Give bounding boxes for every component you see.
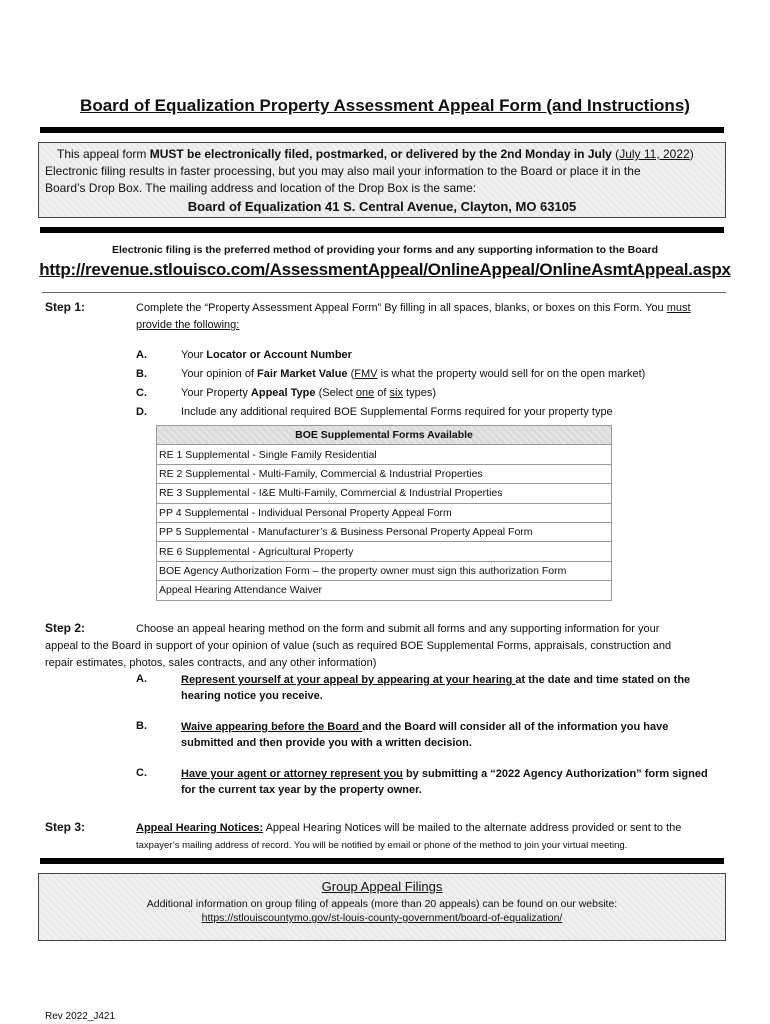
- step1-text-b: provide the following:: [136, 319, 240, 331]
- step2-label: Step 2:: [45, 621, 86, 635]
- table-header: BOE Supplemental Forms Available: [157, 426, 612, 445]
- title-divider: [40, 127, 724, 133]
- notice-date: July 11, 2022: [619, 147, 690, 161]
- item-c-text: Your Property Appeal Type (Select one of six types): [181, 387, 436, 399]
- item-a-letter: A.: [136, 349, 147, 361]
- step3-line-2: taxpayer’s mailing address of record. You will be notified by email or phone of the method to join your virtual meeting.: [136, 840, 628, 851]
- hearing-attendance-waiver: Appeal Hearing Attendance Waiver: [157, 581, 612, 600]
- step3-heading: Appeal Hearing Notices:: [136, 822, 264, 834]
- step1-text-a: Complete the “Property Assessment Appeal Form” By filling in all spaces, blanks, or boxes on this Form. You: [136, 302, 667, 314]
- option-c-text: Have your agent or attorney represent you by submitting a “2022 Agency Authorization” form signed for the current tax year by the property owner.: [181, 768, 708, 796]
- revision-label: Rev 2022_J421: [45, 1011, 116, 1022]
- option-b-letter: B.: [136, 720, 147, 732]
- step1-must: must: [666, 302, 691, 314]
- item-b-text: Your opinion of Fair Market Value (FMV is what the property would sell for on the open market): [181, 368, 646, 380]
- option-c-letter: C.: [136, 767, 147, 779]
- table-row: [157, 464, 612, 483]
- table-row: [157, 542, 612, 561]
- step3-divider: [40, 858, 724, 864]
- notice-line-3: Board’s Drop Box. The mailing address and location of the Drop Box is the same:: [45, 181, 477, 195]
- step2-line-1: Choose an appeal hearing method on the form and submit all forms and any supporting information for your: [136, 623, 660, 635]
- supplemental-forms-table: [156, 425, 612, 601]
- board-of-equalization-link[interactable]: https://stlouiscountymo.gov/st-louis-county-government/board-of-equalization/: [201, 912, 563, 924]
- notice-deadline: MUST be electronically filed, postmarked, or delivered by the 2nd Monday in July: [149, 147, 612, 161]
- item-b-letter: B.: [136, 368, 147, 380]
- step3-instructions: [136, 820, 736, 854]
- group-appeal-text: Additional information on group filing of appeals (more than 20 appeals) can be found on our website:: [146, 898, 618, 910]
- online-appeal-link[interactable]: http://revenue.stlouisco.com/AssessmentAppeal/OnlineAppeal/OnlineAsmtAppeal.aspx: [39, 260, 731, 279]
- notice-paren-close: ): [689, 147, 694, 161]
- table-row: [157, 484, 612, 503]
- option-b-text: Waive appearing before the Board and the Board will consider all of the information you have submitted and then provide you with a written decision.: [181, 721, 669, 749]
- supplemental-form-re3: RE 3 Supplemental - I&E Multi-Family, Commercial & Industrial Properties: [157, 484, 612, 503]
- supplemental-form-re2: RE 2 Supplemental - Multi-Family, Commercial & Industrial Properties: [157, 464, 612, 483]
- supplemental-form-pp4: PP 4 Supplemental - Individual Personal Property Appeal Form: [157, 503, 612, 522]
- efile-note: Electronic filing is the preferred method of providing your forms and any supporting information to the Board: [111, 244, 659, 256]
- step3-line-1: Appeal Hearing Notices will be mailed to the alternate address provided or sent to the: [263, 822, 682, 834]
- step3-label: Step 3:: [45, 820, 86, 834]
- item-d-text: Include any additional required BOE Supplemental Forms required for your property type: [181, 406, 613, 418]
- table-row: [157, 561, 612, 580]
- item-c-letter: C.: [136, 387, 147, 399]
- supplemental-form-re1: RE 1 Supplemental - Single Family Residential: [157, 445, 612, 464]
- board-address: Board of Equalization 41 S. Central Avenue, Clayton, MO 63105: [187, 199, 577, 214]
- step1-label: Step 1:: [45, 300, 86, 314]
- notice-line-2: Electronic filing results in faster processing, but you may also mail your information to the Board or place it in the: [45, 164, 641, 178]
- option-a-text: Represent yourself at your appeal by appearing at your hearing at the date and time stated on the hearing notice you receive.: [181, 674, 691, 702]
- supplemental-form-re6: RE 6 Supplemental - Agricultural Property: [157, 542, 612, 561]
- notice-paren-open: (: [611, 147, 620, 161]
- notice-intro: This appeal form: [57, 147, 150, 161]
- item-a-text: Your Locator or Account Number: [181, 349, 352, 361]
- agency-authorization-form: BOE Agency Authorization Form – the property owner must sign this authorization Form: [157, 561, 612, 580]
- deadline-notice-text: [45, 146, 719, 197]
- page-title: Board of Equalization Property Assessment Appeal Form (and Instructions): [80, 96, 690, 115]
- table-row: [157, 581, 612, 600]
- table-row: [157, 522, 612, 541]
- url-divider: [42, 292, 726, 293]
- table-header-row: [157, 426, 612, 445]
- step1-instructions: [136, 300, 726, 334]
- step2-line-3: repair estimates, photos, sales contracts, and any other information): [45, 657, 377, 669]
- table-row: [157, 503, 612, 522]
- group-appeal-title: Group Appeal Filings: [321, 879, 443, 894]
- step2-instructions: [45, 621, 735, 672]
- supplemental-form-pp5: PP 5 Supplemental - Manufacturer’s & Business Personal Property Appeal Form: [157, 522, 612, 541]
- item-d-letter: D.: [136, 406, 147, 418]
- option-a-letter: A.: [136, 673, 147, 685]
- table-row: [157, 445, 612, 464]
- step2-line-2: appeal to the Board in support of your opinion of value (such as required BOE Supplemental Forms, appraisals, construction and: [45, 640, 672, 652]
- notice-divider: [40, 227, 724, 233]
